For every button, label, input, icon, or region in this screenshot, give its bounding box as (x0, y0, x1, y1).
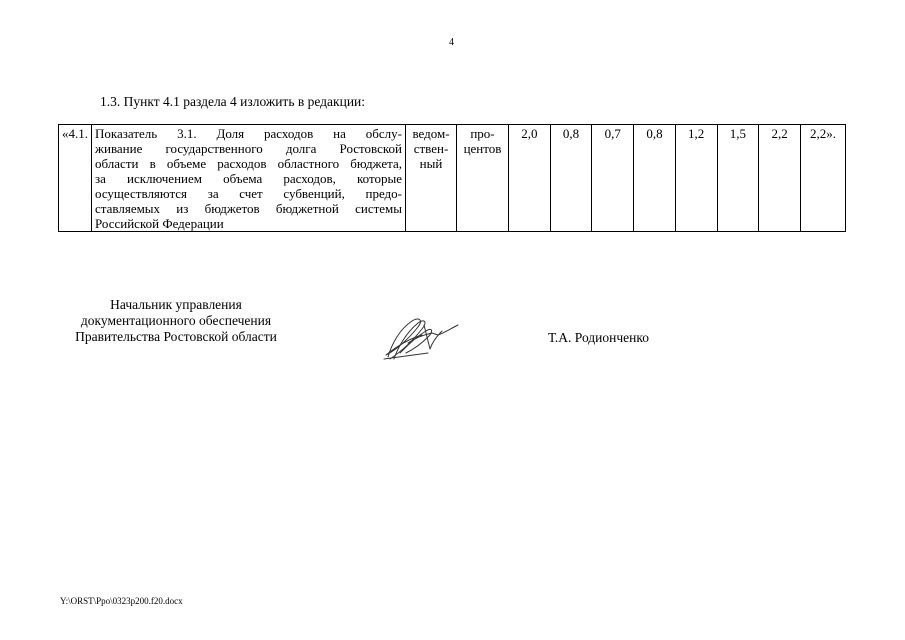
amendment-intro: 1.3. Пункт 4.1 раздела 4 изложить в редакции: (100, 94, 366, 109)
value-cell: 0,7 (592, 125, 634, 232)
description-line: живание государственного долга Ростовской (95, 141, 402, 156)
indicator-table (58, 124, 846, 232)
value-cell: 2,2 (759, 125, 801, 232)
value-cell: 2,0 (509, 125, 551, 232)
type-line: ведом- (412, 126, 450, 141)
signatory-position (60, 297, 292, 345)
signatory-name: Т.А. Родионченко (548, 330, 649, 345)
page-number: 4 (449, 37, 454, 48)
description-line: Показатель 3.1. Доля расходов на обслу- (95, 126, 402, 141)
position-line: Правительства Ростовской области (75, 329, 277, 344)
file-path: Y:\ORST\Ppo\0323p200.f20.docx (60, 596, 183, 606)
unit-line: про- (470, 126, 495, 141)
type-line: ный (419, 156, 443, 171)
indicator-description (92, 125, 406, 232)
table-row (59, 125, 846, 232)
value-cell: 0,8 (634, 125, 676, 232)
value-cell: 1,2 (675, 125, 717, 232)
position-line: Начальник управления (110, 297, 242, 312)
indicator-unit (457, 125, 509, 232)
type-line: ствен- (413, 141, 449, 156)
value-cell: 2,2». (801, 125, 846, 232)
indicator-number: «4.1. (59, 125, 92, 232)
indicator-type (406, 125, 457, 232)
description-line: ставляемых из бюджетов бюджетной системы (95, 201, 402, 216)
value-cell: 1,5 (717, 125, 759, 232)
description-line: области в объеме расходов областного бюджета, (95, 156, 402, 171)
handwritten-signature (378, 313, 464, 365)
value-cell: 0,8 (550, 125, 592, 232)
position-line: документационного обеспечения (80, 313, 272, 328)
description-line: за исключением объема расходов, которые (95, 171, 402, 186)
unit-line: центов (463, 141, 502, 156)
description-line: осуществляются за счет субвенций, предо- (95, 186, 402, 201)
description-line: Российской Федерации (95, 216, 224, 231)
